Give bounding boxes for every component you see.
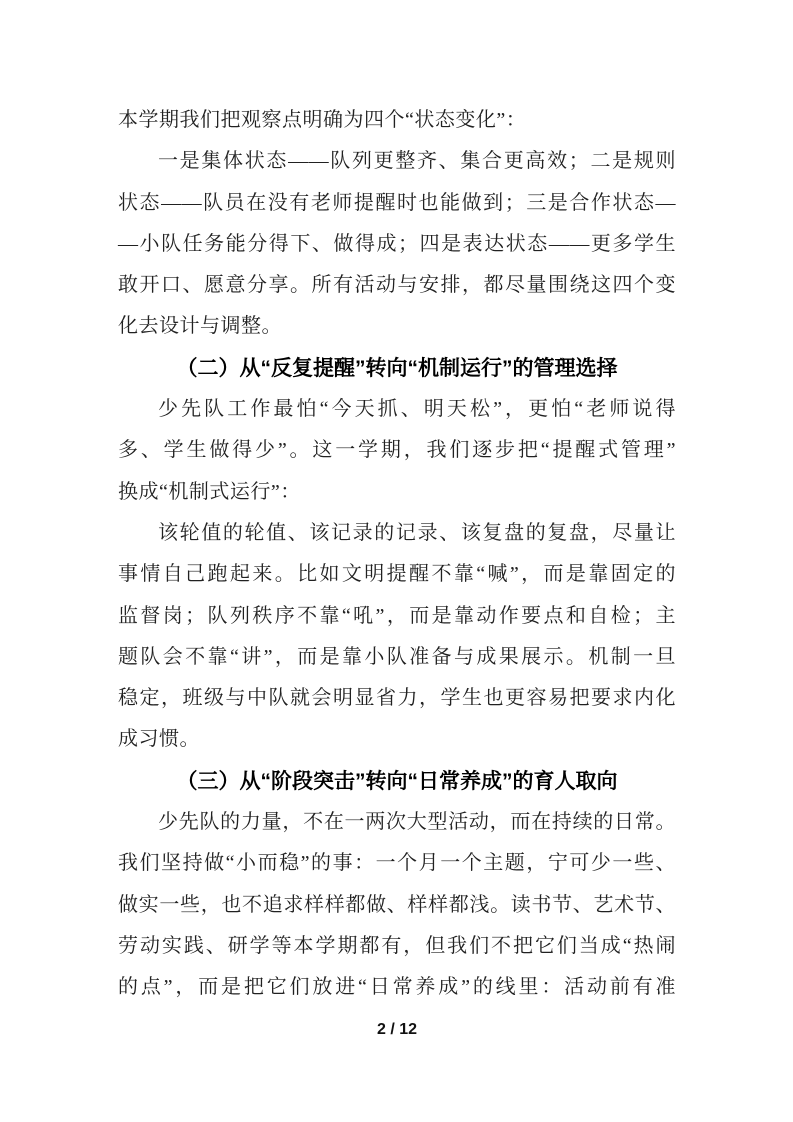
paragraph-line: 题队会不靠“讲”，而是靠小队准备与成果展示。机制一旦 — [118, 645, 676, 668]
paragraph-line: 少先队的力量，不在一两次大型活动，而在持续的日常。 — [158, 811, 676, 834]
document-body — [118, 100, 676, 1009]
paragraph-line: 敢开口、愿意分享。所有活动与安排，都尽量围绕这四个变 — [118, 274, 676, 297]
paragraph-line: 该轮值的轮值、该记录的记录、该复盘的复盘，尽量让 — [158, 521, 676, 544]
paragraph-line: 劳动实践、研学等本学期都有，但我们不把它们当成“热闹 — [118, 934, 676, 957]
paragraph-line: 一是集体状态——队列更整齐、集合更高效；二是规则 — [158, 150, 676, 173]
paragraph-line: 本学期我们把观察点明确为四个“状态变化”： — [118, 109, 527, 131]
section-heading: （二）从“反复提醒”转向“机制运行”的管理选择 — [176, 356, 618, 380]
paragraph-line: 我们坚持做“小而稳”的事：一个月一个主题，宁可少一些、 — [118, 852, 676, 875]
paragraph-line: 做实一些，也不追求样样都做、样样都浅。读书节、艺术节、 — [118, 893, 676, 916]
paragraph-line: 事情自己跑起来。比如文明提醒不靠“喊”，而是靠固定的 — [118, 563, 676, 586]
paragraph-line: 监督岗；队列秩序不靠“吼”，而是靠动作要点和自检；主 — [118, 604, 676, 627]
paragraph-line: 稳定，班级与中队就会明显省力，学生也更容易把要求内化 — [118, 687, 676, 710]
paragraph-line: 换成“机制式运行”： — [118, 480, 301, 503]
paragraph-line: 的点”，而是把它们放进“日常养成”的线里：活动前有准 — [118, 976, 676, 999]
paragraph-line: —小队任务能分得下、做得成；四是表达状态——更多学生 — [118, 232, 676, 255]
paragraph-line: 状态——队员在没有老师提醒时也能做到；三是合作状态— — [118, 191, 676, 214]
section-heading: （三）从“阶段突击”转向“日常养成”的育人取向 — [176, 769, 618, 793]
paragraph-line: 化去设计与调整。 — [118, 315, 282, 338]
paragraph-line: 多、学生做得少”。这一学期，我们逐步把“提醒式管理” — [118, 439, 676, 462]
paragraph-line: 少先队工作最怕“今天抓、明天松”，更怕“老师说得 — [158, 398, 676, 421]
page-number: 2 / 12 — [376, 1021, 418, 1038]
paragraph-line: 成习惯。 — [118, 728, 200, 751]
